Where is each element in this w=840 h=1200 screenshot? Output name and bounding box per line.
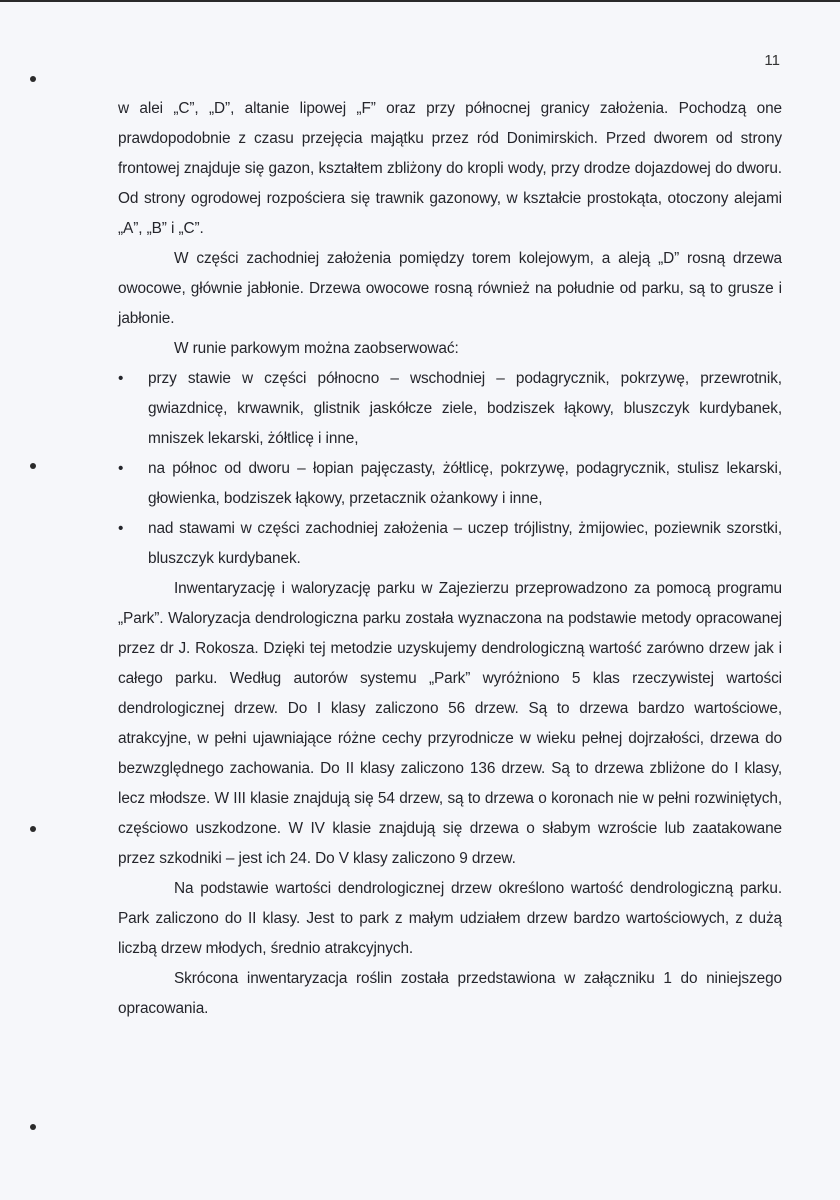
paragraph-appendix-note: Skrócona inwentaryzacja roślin została przedstawiona w załączniku 1 do niniejszego opracowania.	[118, 970, 782, 1017]
list-item	[118, 364, 782, 454]
paragraph-fruit-trees: W części zachodniej założenia pomiędzy torem kolejowym, a aleją „D” rosną drzewa owocowe, głównie jabłonie. Drzewa owocowe rosną również na południe od parku, są to grusze i jabłonie.	[118, 250, 782, 327]
bullet-icon: •	[118, 460, 124, 477]
punch-hole-mark	[30, 1124, 36, 1130]
paragraph-park-value: Na podstawie wartości dendrologicznej drzew określono wartość dendrologiczną parku. Park zaliczono do II klasy. Jest to park z małym udziałem drzew bardzo wartościowych, z dużą liczbą drzew młodych, średnio atrakcyjnych.	[118, 880, 782, 957]
document-body	[118, 94, 782, 1024]
punch-hole-mark	[30, 76, 36, 82]
list-item	[118, 454, 782, 514]
paragraph-continuation: w alei „C”, „D”, altanie lipowej „F” oraz przy północnej granicy założenia. Pochodzą one prawdopodobnie z czasu przejęcia majątku przez ród Donimirskich. Przed dworem od strony frontowej znajduje się gazon, kształtem zbliżony do kropli wody, przy drodze dojazdowej do dworu. Od strony ogrodowej rozpościera się trawnik gazonowy, w kształcie prostokąta, otoczony alejami „A”, „B” i „C”.	[118, 100, 782, 237]
paragraph-inventory: Inwentaryzację i waloryzację parku w Zajezierzu przeprowadzono za pomocą programu „Park”. Waloryzacja dendrologiczna parku została wyznaczona na podstawie metody opracowanej przez dr J. Rokosza. Dzięki tej metodzie uzyskujemy dendrologiczną wartość zarówno drzew jak i całego parku. Według autorów systemu „Park” wyróżniono 5 klas rzeczywistej wartości dendrologicznej drzew. Do I klasy zaliczono 56 drzew. Są to drzewa bardzo wartościowe, atrakcyjne, w pełni ujawniające różne cechy przyrodnicze w wieku pełnej dojrzałości, drzewa do bezwzględnego zachowania. Do II klasy zaliczono 136 drzew. Są to drzewa zbliżone do I klasy, lecz młodsze. W III klasie znajdują się 54 drzew, są to drzewa o koronach nie w pełni rozwiniętych, częściowo uszkodzone. W IV klasie znajdują się drzewa o słabym wzroście lub zaatakowane przez szkodniki – jest ich 24. Do V klasy zaliczono 9 drzew.	[118, 580, 782, 867]
ground-flora-list	[118, 364, 782, 574]
bullet-icon: •	[118, 370, 124, 387]
list-item-text: przy stawie w części północno – wschodniej – podagrycznik, pokrzywę, przewrotnik, gwiazdnicę, krwawnik, glistnik jaskółcze ziele, bodziszek łąkowy, bluszczyk kurdybanek, mniszek lekarski, żółtlicę i inne,	[148, 370, 782, 447]
list-item	[118, 514, 782, 574]
paragraph-list-intro: W runie parkowym można zaobserwować:	[174, 340, 459, 357]
list-item-text: nad stawami w części zachodniej założenia – uczep trójlistny, żmijowiec, poziewnik szorstki, bluszczyk kurdybanek.	[148, 520, 782, 567]
bullet-icon: •	[118, 520, 124, 537]
page-top-edge	[0, 0, 840, 2]
punch-hole-mark	[30, 463, 36, 469]
list-item-text: na północ od dworu – łopian pajęczasty, żółtlicę, pokrzywę, podagrycznik, stulisz lekarski, głowienka, bodziszek łąkowy, przetacznik ożankowy i inne,	[148, 460, 782, 507]
page-number: 11	[764, 52, 780, 69]
punch-hole-mark	[30, 826, 36, 832]
